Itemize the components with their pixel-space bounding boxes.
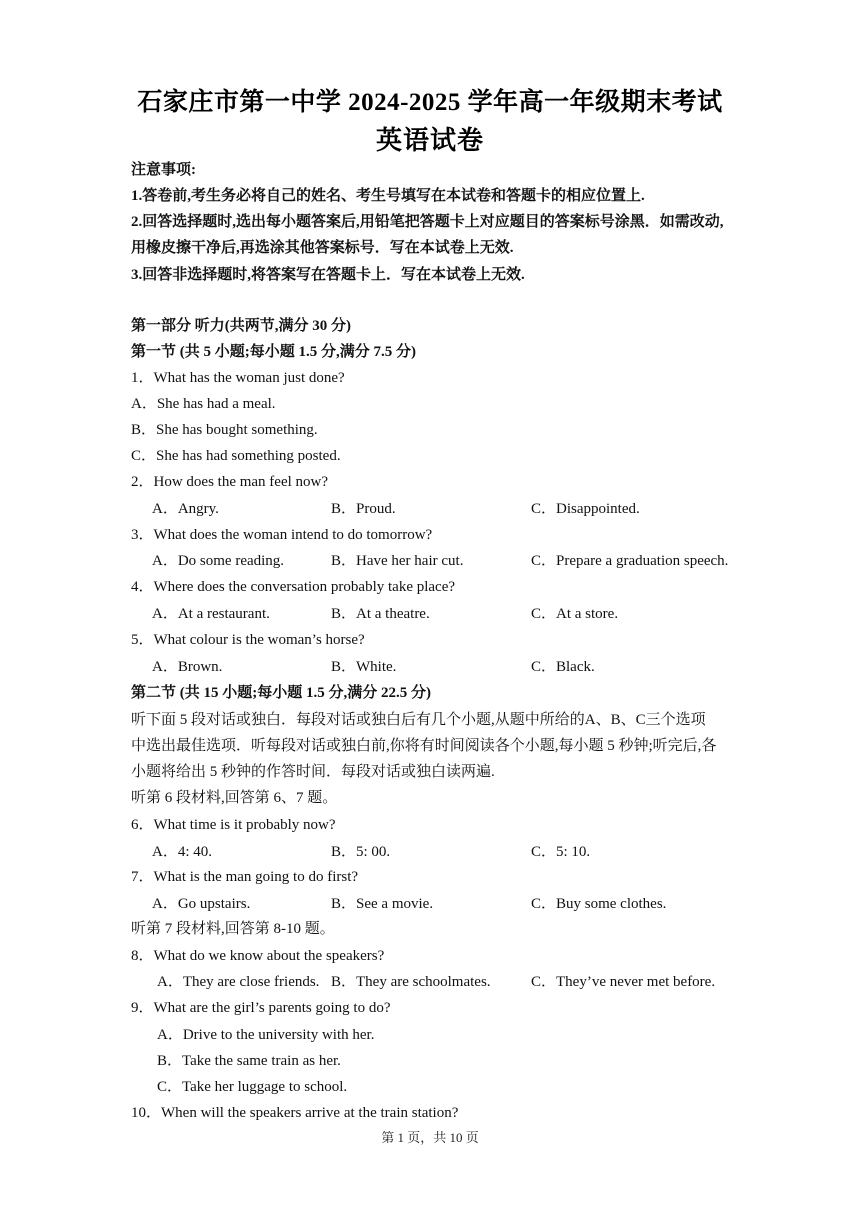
q1-option-c: C．She has had something posted.: [131, 448, 341, 464]
question-9: 9．What are the girl’s parents going to do?: [131, 1000, 391, 1016]
q2-option-b: B．Proud.: [331, 501, 396, 517]
q7-option-a: A．Go upstairs.: [152, 896, 251, 912]
q4-option-b: B．At a theatre.: [331, 606, 430, 622]
q3-option-c: C．Prepare a graduation speech.: [531, 553, 729, 569]
q6-option-b: B．5: 00.: [331, 844, 391, 860]
question-5: 5．What colour is the woman’s horse?: [131, 632, 365, 648]
section2-instruction-2: 中选出最佳选项．听每段对话或独白前,你将有时间阅读各个小题,每小题 5 秒钟;听完后,各: [131, 738, 717, 754]
question-1: 1．What has the woman just done?: [131, 370, 345, 386]
notice-heading: 注意事项:: [131, 162, 196, 178]
q5-option-b: B．White.: [331, 659, 397, 675]
material-7-heading: 听第 7 段材料,回答第 8-10 题。: [131, 921, 335, 937]
q8-option-a: A．They are close friends.: [157, 974, 320, 990]
section2-heading: 第二节 (共 15 小题;每小题 1.5 分,满分 22.5 分): [131, 685, 431, 701]
question-7: 7．What is the man going to do first?: [131, 869, 359, 885]
q6-option-a: A．4: 40.: [152, 844, 213, 860]
section2-instruction-1: 听下面 5 段对话或独白．每段对话或独白后有几个小题,从题中所给的A、B、C三个选项: [131, 712, 706, 728]
question-3: 3．What does the woman intend to do tomorrow?: [131, 527, 433, 543]
part1-heading: 第一部分 听力(共两节,满分 30 分): [131, 318, 351, 334]
q2-option-a: A．Angry.: [152, 501, 219, 517]
q8-option-b: B．They are schoolmates.: [331, 974, 491, 990]
notice-item-3: 3.回答非选择题时,将答案写在答题卡上．写在本试卷上无效.: [131, 267, 525, 283]
q7-option-c: C．Buy some clothes.: [531, 896, 667, 912]
notice-item-1: 1.答卷前,考生务必将自己的姓名、考生号填写在本试卷和答题卡的相应位置上.: [131, 188, 645, 204]
q3-option-a: A．Do some reading.: [152, 553, 285, 569]
exam-title: 石家庄市第一中学 2024-2025 学年高一年级期末考试: [137, 89, 723, 116]
notice-item-2: 2.回答选择题时,选出每小题答案后,用铅笔把答题卡上对应题目的答案标号涂黑．如需改动,: [131, 214, 724, 230]
section2-instruction-3: 小题将给出 5 秒钟的作答时间．每段对话或独白读两遍.: [131, 764, 495, 780]
q3-option-b: B．Have her hair cut.: [331, 553, 464, 569]
notice-item-2-cont: 用橡皮擦干净后,再选涂其他答案标号．写在本试卷上无效.: [131, 240, 514, 256]
q1-option-b: B．She has bought something.: [131, 422, 318, 438]
q1-option-a: A．She has had a meal.: [131, 396, 276, 412]
q4-option-c: C．At a store.: [531, 606, 619, 622]
q9-option-a: A．Drive to the university with her.: [157, 1027, 375, 1043]
material-6-heading: 听第 6 段材料,回答第 6、7 题。: [131, 790, 338, 806]
q7-option-b: B．See a movie.: [331, 896, 434, 912]
question-10: 10．When will the speakers arrive at the train station?: [131, 1105, 459, 1121]
page-footer: 第 1 页，共 10 页: [381, 1130, 479, 1145]
q8-option-c: C．They’ve never met before.: [531, 974, 716, 990]
q5-option-a: A．Brown.: [152, 659, 223, 675]
question-4: 4．Where does the conversation probably take place?: [131, 579, 456, 595]
question-6: 6．What time is it probably now?: [131, 817, 336, 833]
q9-option-c: C．Take her luggage to school.: [157, 1079, 348, 1095]
q6-option-c: C．5: 10.: [531, 844, 591, 860]
question-8: 8．What do we know about the speakers?: [131, 948, 385, 964]
section1-heading: 第一节 (共 5 小题;每小题 1.5 分,满分 7.5 分): [131, 344, 416, 360]
q9-option-b: B．Take the same train as her.: [157, 1053, 341, 1069]
q2-option-c: C．Disappointed.: [531, 501, 640, 517]
exam-subtitle: 英语试卷: [375, 126, 484, 155]
question-2: 2．How does the man feel now?: [131, 474, 329, 490]
q4-option-a: A．At a restaurant.: [152, 606, 270, 622]
q5-option-c: C．Black.: [531, 659, 595, 675]
